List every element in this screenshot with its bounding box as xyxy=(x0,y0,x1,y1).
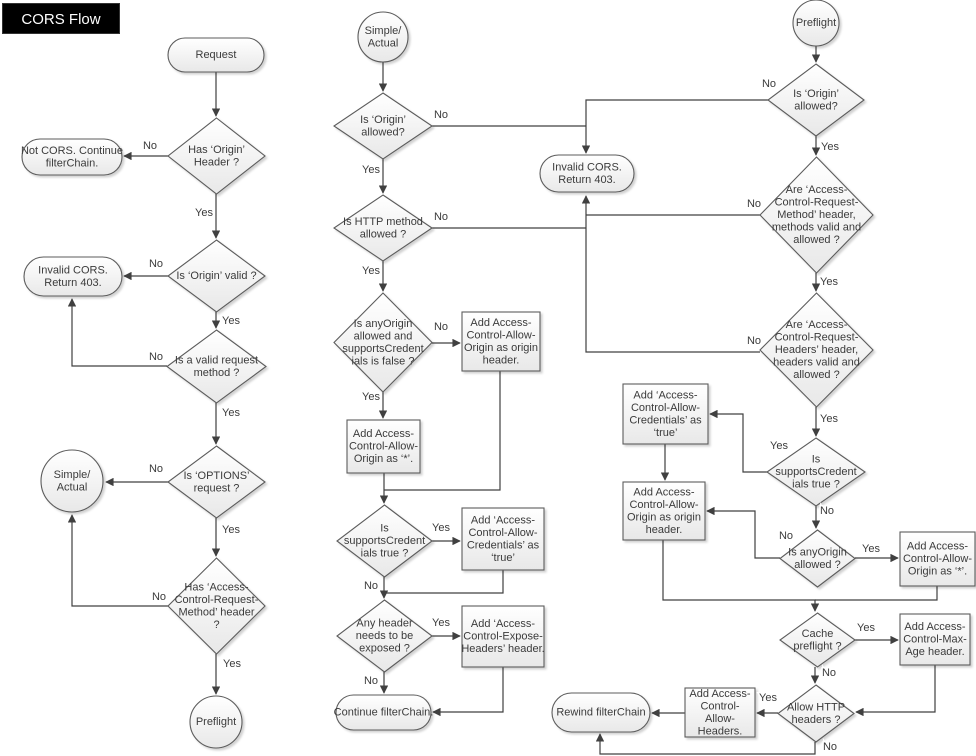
node-preflight-left xyxy=(190,696,242,748)
node-label-r-is-anyorigin: Is anyOrigin allowed ? xyxy=(788,546,847,571)
node-label-preflight-right: Preflight xyxy=(795,17,837,29)
edge-label-l-options-yes: Yes xyxy=(222,524,240,536)
page-title: CORS Flow Chart xyxy=(2,3,120,34)
edge-label-r-cache-no: No xyxy=(821,667,837,679)
edge-label-l-options-no: No xyxy=(148,463,164,475)
node-is-options-request xyxy=(168,446,265,518)
edge-label-r-acrm-yes: Yes xyxy=(820,276,838,288)
edge-label-l-method-no: No xyxy=(148,351,164,363)
node-label-invalid-cors-left: Invalid CORS. Return 403. xyxy=(38,264,108,289)
node-label-m-any-header-exposed: Any header needs to be exposed ? xyxy=(355,617,414,655)
edge-label-r-supports-yes: Yes xyxy=(770,440,788,452)
node-simple-actual-mid xyxy=(358,12,408,62)
edge-label-l-acrm-no: No xyxy=(151,591,167,603)
node-label-r-add-maxage: Add Access-Control-Max-Age header. xyxy=(903,621,967,658)
edge-label-m-anyheader-no: No xyxy=(363,675,379,687)
edge-label-r-supports-no: No xyxy=(819,505,835,517)
node-label-continue-filterchain: Continue filterChain. xyxy=(333,706,434,719)
edge-label-r-acrm-no: No xyxy=(746,198,762,210)
node-label-has-acrm-header: Has ‘Access-Control-Request-Method’ header ? xyxy=(174,581,259,631)
edge-r-star-out xyxy=(815,586,937,600)
node-label-is-origin-valid: Is ‘Origin’ valid ? xyxy=(176,270,257,282)
edge-label-invalid-bottom-in: No xyxy=(746,335,762,347)
node-label-not-cors: Not CORS. Continue filterChain. xyxy=(20,144,124,170)
node-m-supports-cred xyxy=(337,505,432,577)
edge-m-expose-out xyxy=(433,667,503,712)
edge-label-m-origin-yes: Yes xyxy=(362,164,380,176)
node-r-add-allow-headers xyxy=(685,688,755,738)
node-label-r-allow-http-headers: Allow HTTP headers ? xyxy=(786,701,846,726)
edge-invalid-top-in xyxy=(586,100,768,153)
edge-label-m-http-yes: Yes xyxy=(362,265,380,277)
node-label-r-add-origin-star: Add Access-Control-Allow-Origin as ‘*’. xyxy=(902,540,973,578)
node-label-valid-request-method: Is a valid request method ? xyxy=(174,354,259,379)
edge-label-l-valid-yes: Yes xyxy=(222,315,240,327)
node-label-r-is-origin-allowed: Is ‘Origin’ allowed? xyxy=(793,87,839,113)
node-r-is-origin-allowed xyxy=(768,64,864,136)
node-preflight-right xyxy=(793,0,839,46)
node-r-allow-http-headers xyxy=(778,685,854,742)
edge-label-r-cache-yes: Yes xyxy=(857,622,875,634)
node-r-cache-preflight xyxy=(780,613,855,667)
node-label-simple-actual-left: Simple/ Actual xyxy=(53,468,91,494)
node-label-r-add-allow-headers: Add Access-Control-Allow-Headers. xyxy=(689,687,751,738)
node-invalid-cors-mid xyxy=(540,155,634,192)
node-label-m-anyorigin-supports: Is anyOrigin allowed and supportsCredent ials is false ? xyxy=(342,317,424,368)
edge-label-r-origin-yes: Yes xyxy=(821,141,839,153)
edge-label-l-origin-yes: Yes xyxy=(195,207,213,219)
edge-r-maxage-out xyxy=(856,665,935,712)
node-r-add-origin-header xyxy=(623,482,705,540)
edge-label-l-valid-no: No xyxy=(148,258,164,270)
node-label-is-options-request: Is ‘OPTIONS’ request ? xyxy=(183,469,250,495)
node-label-r-cache-preflight: Cache preflight ? xyxy=(793,627,842,653)
node-label-rewind-filterchain: Rewind filterChain xyxy=(556,706,646,719)
node-label-r-supports-cred: Is supportsCredent ials true ? xyxy=(775,453,857,491)
node-simple-actual-left xyxy=(41,450,103,512)
node-m-add-origin-star xyxy=(347,420,420,473)
node-continue-filterchain xyxy=(334,695,434,730)
node-label-m-add-origin-star: Add Access-Control-Allow-Origin as ‘*’. xyxy=(348,428,419,465)
node-label-r-acrm-valid: Are ‘Access-Control-Request-Method’ header, methods valid and allowed ? xyxy=(771,184,862,246)
edge-label-l-method-yes: Yes xyxy=(222,407,240,419)
node-is-origin-valid xyxy=(168,240,265,312)
node-r-add-maxage xyxy=(900,614,970,665)
node-r-add-credentials xyxy=(623,384,708,444)
edge-label-m-http-no: No xyxy=(433,211,449,223)
edge-label-m-anyheader-yes: Yes xyxy=(432,617,450,629)
edge-label-invalid-top-in: No xyxy=(761,78,777,90)
node-r-add-origin-star xyxy=(900,532,975,586)
edge-label-r-acrh-yes: Yes xyxy=(820,413,838,425)
node-label-simple-actual-mid: Simple/ Actual xyxy=(364,24,402,50)
edge-label-r-allowhttp-yes: Yes xyxy=(759,692,777,704)
edge-label-m-supports-yes: Yes xyxy=(432,522,450,534)
node-label-r-add-origin-header: Add Access-Control-Allow-Origin as origin header. xyxy=(627,486,701,536)
node-label-invalid-cors-mid: Invalid CORS. Return 403. xyxy=(552,161,622,186)
node-label-m-add-origin-header: Add Access-Control-Allow-Origin as origin header. xyxy=(464,316,538,367)
node-m-anyorigin-supports xyxy=(334,293,432,392)
node-label-m-add-credentials: Add ‘Access-Control-Allow-Credentials’ as ‘true’ xyxy=(466,514,540,564)
node-has-origin-header xyxy=(168,118,265,194)
node-m-add-credentials xyxy=(462,508,544,570)
node-r-acrh-valid xyxy=(760,293,873,407)
node-r-acrm-valid xyxy=(760,157,873,273)
edge-label-m-supports-no: No xyxy=(363,580,379,592)
edge-r-anyorigin-no xyxy=(707,511,780,558)
node-label-r-add-credentials: Add ‘Access-Control-Allow-Credentials’ as ‘true’ xyxy=(629,389,702,439)
node-invalid-cors-left xyxy=(24,257,122,296)
edge-label-r-anyorigin-yes: Yes xyxy=(862,543,880,555)
node-label-preflight-left: Preflight xyxy=(195,716,237,728)
node-request xyxy=(168,38,264,72)
node-m-add-expose-headers xyxy=(461,606,544,667)
node-not-cors xyxy=(21,139,123,175)
node-label-m-http-method-allowed: Is HTTP method allowed ? xyxy=(343,215,423,241)
edge-label-m-anyorigin-yes: Yes xyxy=(362,391,380,403)
edge-label-r-allowhttp-no: No xyxy=(822,741,838,753)
node-m-is-origin-allowed xyxy=(334,93,432,159)
edge-label-l-origin-no: No xyxy=(142,140,158,152)
node-label-r-acrh-valid: Are ‘Access-Control-Request-Headers’ header, headers valid and allowed ? xyxy=(773,319,860,381)
node-has-acrm-header xyxy=(168,558,265,654)
edge-label-l-acrm-yes: Yes xyxy=(223,658,241,670)
node-valid-request-method xyxy=(167,330,266,403)
node-m-any-header-exposed xyxy=(337,600,432,672)
edge-label-r-anyorigin-no: No xyxy=(778,530,794,542)
edge-r-supports-yes xyxy=(710,414,767,472)
node-label-m-supports-cred: Is supportsCredent ials true ? xyxy=(343,522,426,560)
node-m-http-method-allowed xyxy=(334,195,432,261)
edge-m-cred-out xyxy=(384,570,503,593)
node-label-m-add-expose-headers: Add ‘Access-Control-Expose-Headers’ header. xyxy=(461,618,545,655)
node-m-add-origin-header xyxy=(462,312,540,371)
node-label-request: Request xyxy=(195,49,237,61)
node-rewind-filterchain xyxy=(552,693,650,732)
node-label-has-origin-header: Has ‘Origin’ Header ? xyxy=(188,143,245,169)
node-label-m-is-origin-allowed: Is ‘Origin’ allowed? xyxy=(360,113,406,139)
edge-label-m-origin-no: No xyxy=(433,109,449,121)
edge-invalid-bottom-in xyxy=(586,196,760,352)
edge-label-m-anyorigin-no: No xyxy=(433,321,449,333)
